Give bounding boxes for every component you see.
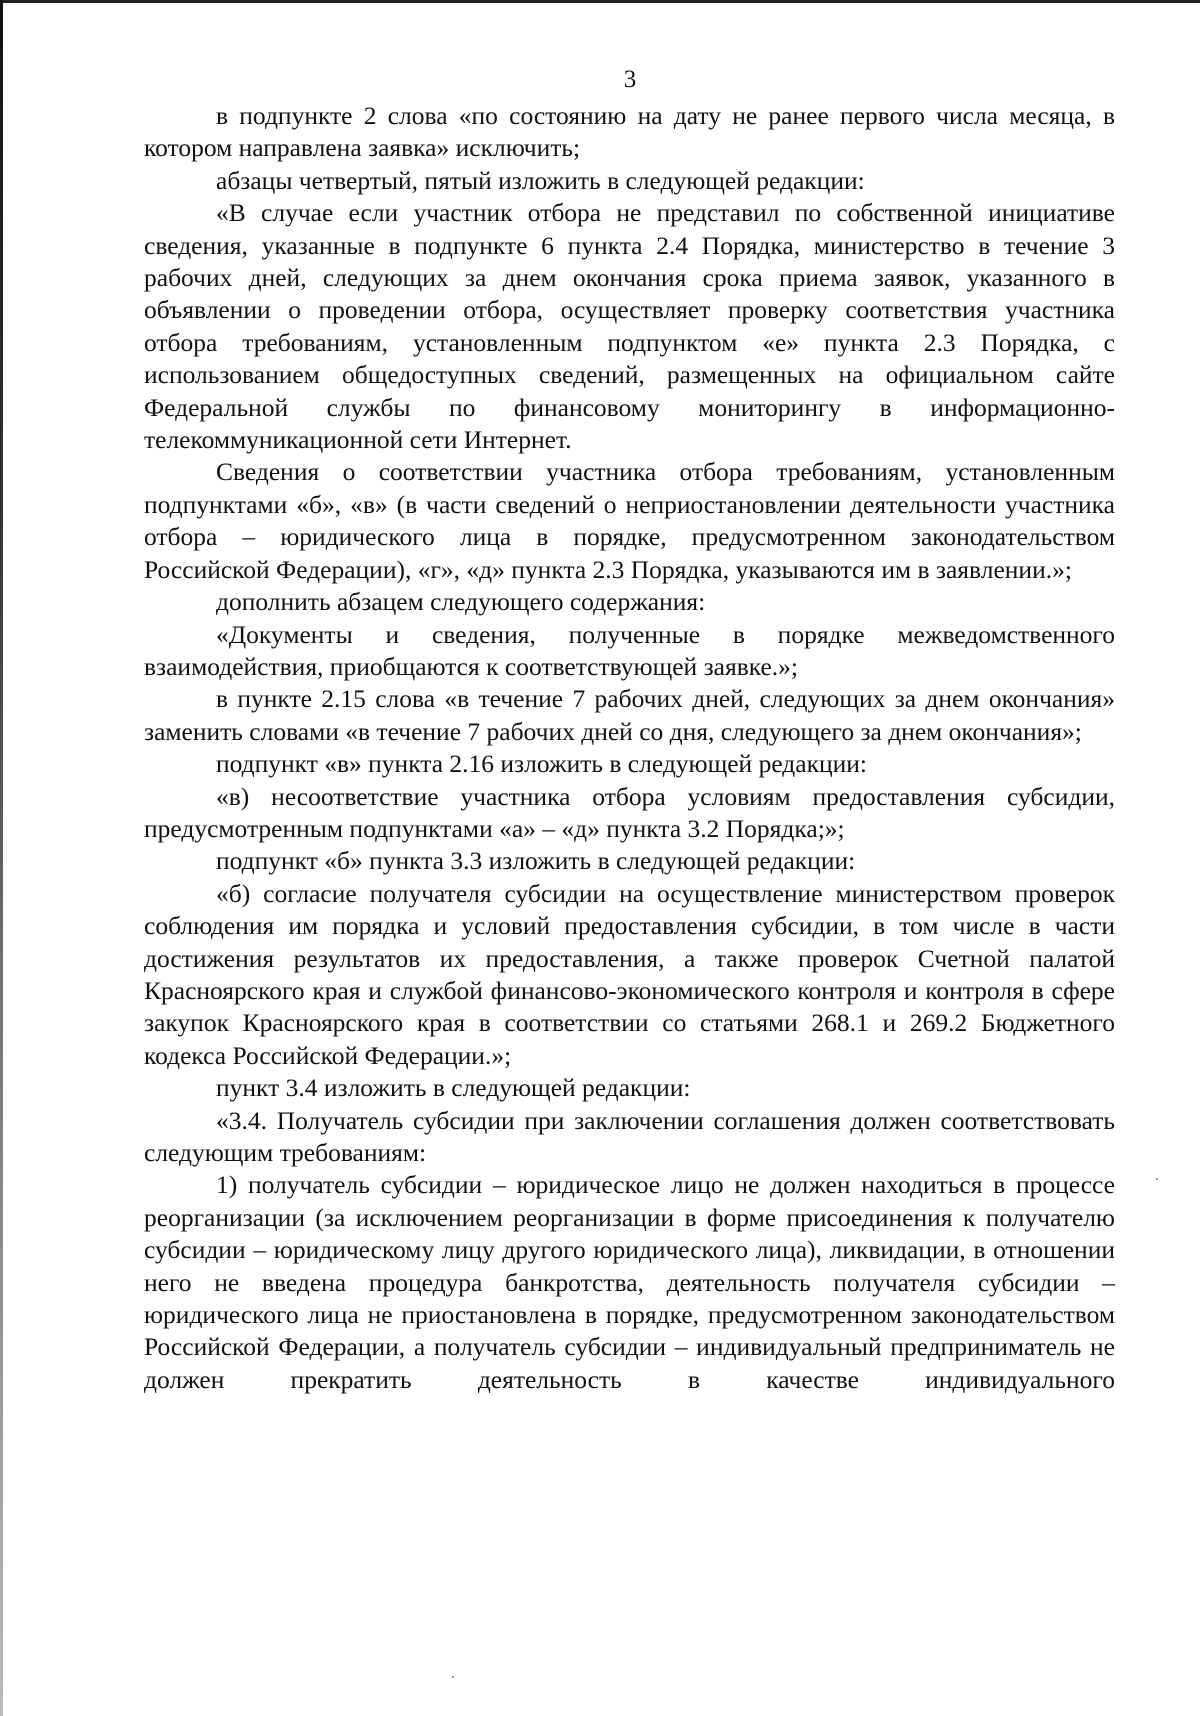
- paragraph: «В случае если участник отбора не представил по собственной инициативе сведения, указанные в подпункте 6 пункта 2.4 Порядка, министерство в течение 3 рабочих дней, следующих за днем окончания срока приема заявок, указанного в объявлении о проведении отбора, осуществляет проверку соответствия участника отбора требованиям, установленным подпунктом «е» пункта 2.3 Порядка, с использованием общедоступных сведений, размещенных на официальном сайте Федеральной службы по финансовому мониторингу в информационно-телекоммуникационной сети Интернет.: [144, 198, 1115, 455]
- scan-speck: [452, 1676, 454, 1678]
- scan-speck: [1156, 1178, 1158, 1180]
- paragraph: Сведения о соответствии участника отбора требованиям, установленным подпунктами «б», «в» (в части сведений о неприостановлении деятельности участника отбора – юридического лица в порядке, предусмотренном законодательством Российской Федерации), «г», «д» пункта 2.3 Порядка, указываются им в заявлении.»;: [144, 457, 1115, 584]
- paragraph: абзацы четвертый, пятый изложить в следующей редакции:: [216, 165, 865, 195]
- paragraph: дополнить абзацем следующего содержания:: [216, 587, 706, 617]
- paragraph: в пункте 2.15 слова «в течение 7 рабочих дней, следующих за днем окончания» заменить словами «в течение 7 рабочих дней со дня, следующего за днем окончания»;: [144, 684, 1115, 746]
- scan-border-left: [0, 0, 3, 1716]
- document-body: [144, 100, 1115, 1396]
- paragraph: в подпункте 2 слова «по состоянию на дату не ранее первого числа месяца, в котором направлена заявка» исключить;: [144, 101, 1115, 163]
- paragraph: «б) согласие получателя субсидии на осуществление министерством проверок соблюдения им порядка и условий предоставления субсидии, в том числе в части достижения результатов их предоставления, а также проверок Счетной палатой Красноярского края и службой финансово-экономического контроля и контроля в сфере закупок Красноярского края в соответствии со статьями 268.1 и 269.2 Бюджетного кодекса Российской Федерации.»;: [144, 878, 1115, 1070]
- paragraph: «Документы и сведения, полученные в порядке межведомственного взаимодействия, приобщаются к соответствующей заявке.»;: [144, 619, 1115, 681]
- paragraph: 1) получатель субсидии – юридическое лицо не должен находиться в процессе реорганизации (за исключением реорганизации в форме присоединения к получателю субсидии – юридическому лицу другого юридического лица), ликвидации, в отношении него не введена процедура банкротства, деятельность получателя субсидии – юридического лица не приостановлена в порядке, предусмотренном законодательством Российской Федерации, а получатель субсидии – индивидуальный предприниматель не должен прекратить деятельность в качестве индивидуального: [144, 1170, 1115, 1394]
- scan-border-top: [0, 0, 1200, 3]
- page-number: 3: [623, 66, 637, 93]
- paragraph: подпункт «б» пункта 3.3 изложить в следующей редакции:: [216, 846, 856, 876]
- paragraph: «в) несоответствие участника отбора условиям предоставления субсидии, предусмотренным подпунктами «а» – «д» пункта 3.2 Порядка;»;: [144, 781, 1115, 843]
- paragraph: «3.4. Получатель субсидии при заключении соглашения должен соответствовать следующим требованиям:: [144, 1105, 1115, 1167]
- paragraph: подпункт «в» пункта 2.16 изложить в следующей редакции:: [216, 749, 868, 779]
- paragraph: пункт 3.4 изложить в следующей редакции:: [216, 1073, 691, 1103]
